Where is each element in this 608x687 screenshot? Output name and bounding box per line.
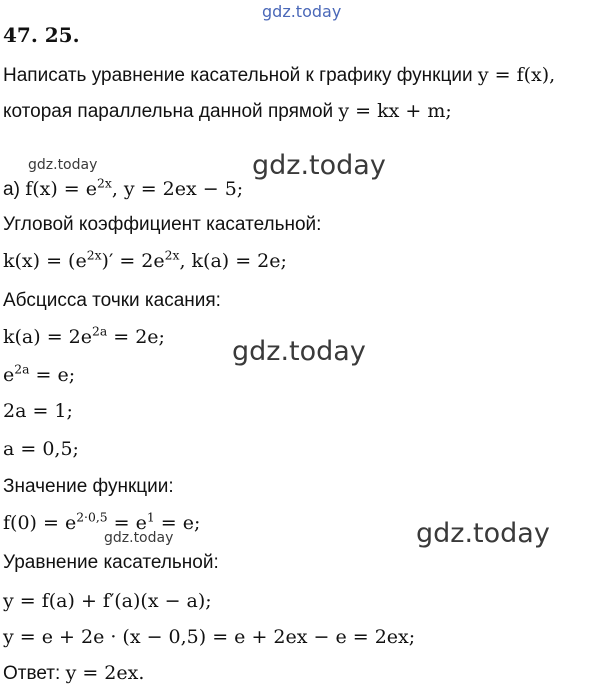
answer-label: Ответ: <box>3 663 66 684</box>
math-text: k(a) = 2e <box>3 326 92 348</box>
watermark-top: gdz.today <box>262 2 342 21</box>
watermark-large: gdz.today <box>416 518 550 549</box>
exponent: 2x <box>86 248 102 263</box>
math-text: , y = 2ex − 5; <box>111 178 244 200</box>
tangent-formula: y = f(a) + f′(a)(x − a); <box>3 590 212 612</box>
abscissa-step-1 <box>3 324 165 350</box>
statement-line-1 <box>3 62 555 89</box>
abscissa-step-4: a = 0,5; <box>3 438 79 460</box>
statement-text: которая параллельна данной прямой <box>3 101 339 122</box>
slope-line <box>3 248 287 274</box>
problem-number: 47. 25. <box>3 23 80 47</box>
math-text: k(x) = (e <box>3 250 87 272</box>
value-heading: Значение функции: <box>3 476 174 497</box>
statement-line-2 <box>3 98 452 125</box>
exponent: 2x <box>164 248 180 263</box>
math-text: = e; <box>154 512 201 534</box>
exponent: 2a <box>14 362 30 377</box>
watermark-large: gdz.today <box>252 150 386 181</box>
part-a-line <box>3 176 243 203</box>
math-text: f(x) = e <box>25 178 98 200</box>
exponent: 2x <box>97 176 112 191</box>
answer-value: y = 2ex. <box>65 662 145 684</box>
math-text: = 2e; <box>107 326 165 348</box>
value-line <box>3 510 200 536</box>
slope-heading: Угловой коэффициент касательной: <box>3 214 322 235</box>
tangent-substituted: y = e + 2e · (x − 0,5) = e + 2ex − e = 2ex; <box>3 626 416 648</box>
exponent: 1 <box>146 510 155 525</box>
statement-math: y = f(x), <box>477 64 556 86</box>
abscissa-step-3: 2a = 1; <box>3 400 73 422</box>
tangent-heading: Уравнение касательной: <box>3 552 219 573</box>
abscissa-step-2 <box>3 362 75 388</box>
abscissa-heading: Абсцисса точки касания: <box>3 290 221 311</box>
math-text: = e; <box>29 364 76 386</box>
math-text: e <box>3 364 15 386</box>
answer-line <box>3 660 144 687</box>
watermark-small: gdz.today <box>28 157 98 173</box>
watermark-small: gdz.today <box>104 530 174 546</box>
part-a-label: а) <box>3 179 26 200</box>
exponent: 2·0,5 <box>76 510 108 525</box>
math-text: )′ = 2e <box>101 250 165 272</box>
statement-math: y = kx + m; <box>338 100 452 122</box>
exponent: 2a <box>92 324 108 339</box>
watermark-large: gdz.today <box>232 336 366 367</box>
math-text: , k(a) = 2e; <box>179 250 287 272</box>
math-text: f(0) = e <box>3 512 77 534</box>
math-text: = e <box>107 512 147 534</box>
statement-text: Написать уравнение касательной к графику функции <box>3 65 478 86</box>
